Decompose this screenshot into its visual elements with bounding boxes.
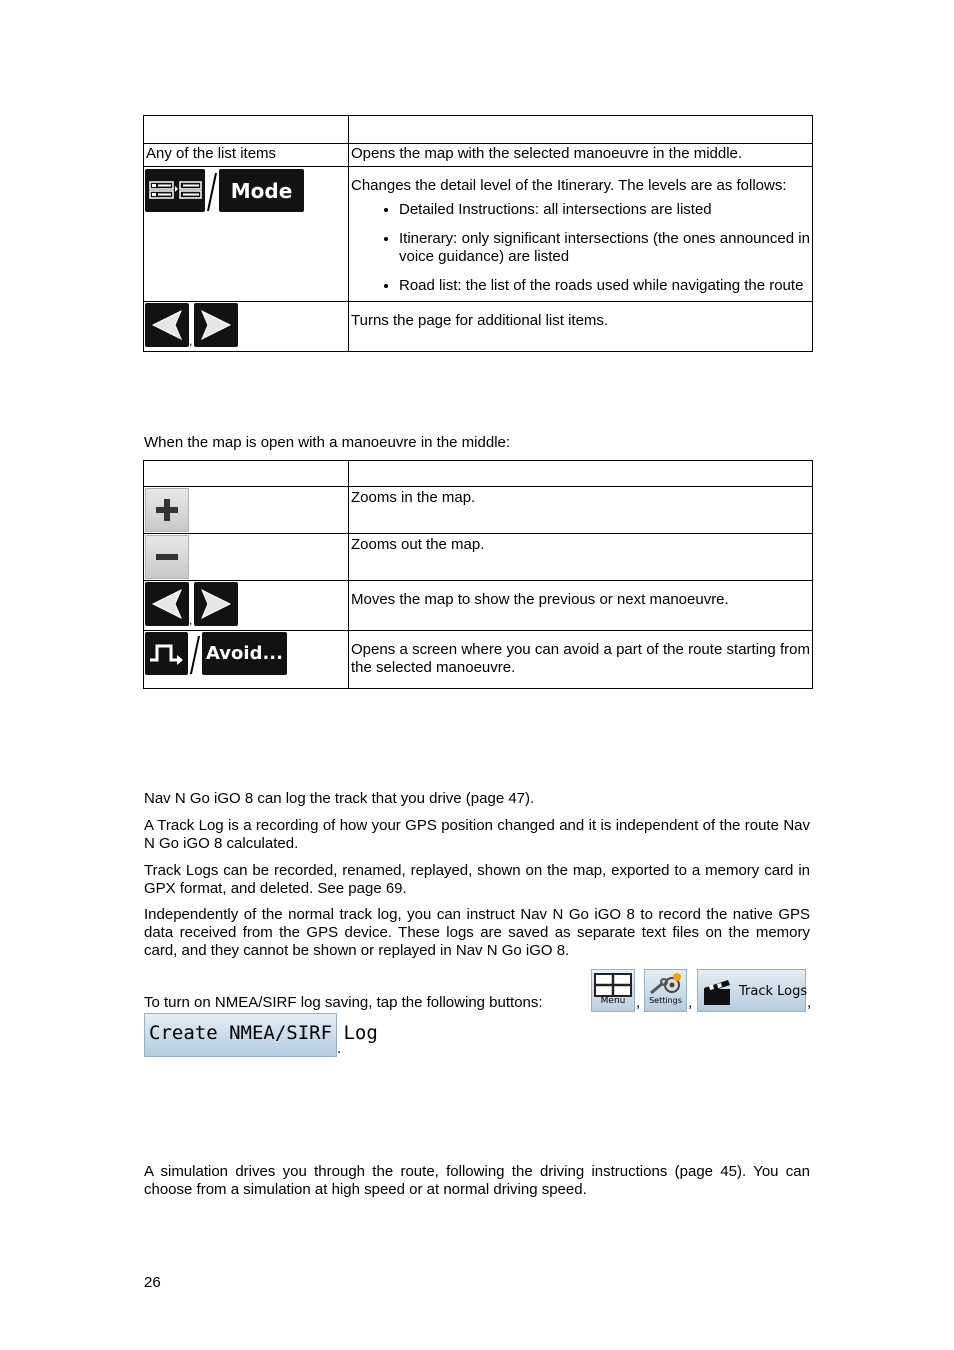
- description-cell: Zooms in the map.: [349, 487, 813, 534]
- previous-page-button[interactable]: [145, 303, 189, 347]
- nmea-instruction-text: To turn on NMEA/SIRF log saving, tap the following buttons:: [144, 994, 543, 1011]
- table-header-row: [144, 461, 813, 487]
- description-cell: Opens a screen where you can avoid a part of the route starting from the selected manoeuvre.: [349, 631, 813, 689]
- settings-button[interactable]: [644, 969, 687, 1012]
- table-row: [144, 581, 813, 631]
- paragraph-track-log-actions: Track Logs can be recorded, renamed, replayed, shown on the map, exported to a memory card in GPX format, and deleted. See page 69.: [144, 862, 810, 897]
- action-cell: [144, 167, 349, 302]
- list-item: • Itinerary: only significant intersections (the ones announced in voice guidance) are listed: [399, 230, 810, 266]
- paragraph-track-log-intro: Nav N Go iGO 8 can log the track that you drive (page 47).: [144, 790, 535, 807]
- description-cell: Zooms out the map.: [349, 534, 813, 581]
- separator-comma: ,: [636, 994, 641, 1011]
- table-row: [144, 144, 813, 167]
- description-cell: Moves the map to show the previous or next manoeuvre.: [349, 581, 813, 631]
- paragraph-track-log-definition: A Track Log is a recording of how your GPS position changed and it is independent of the route Nav N Go iGO 8 calculated.: [144, 817, 810, 852]
- avoid-button[interactable]: [202, 632, 287, 675]
- nmea-instruction-line: [144, 968, 810, 1012]
- detour-icon: [145, 632, 188, 675]
- detail-level-list: [351, 201, 810, 295]
- slash-divider: [207, 173, 217, 211]
- menu-button-label: Menu: [600, 996, 626, 1006]
- plus-icon: [146, 489, 188, 531]
- table-row: [144, 167, 813, 302]
- menu-button[interactable]: [591, 969, 635, 1012]
- list-item: • Detailed Instructions: all intersections are listed: [399, 201, 810, 219]
- mode-description: Changes the detail level of the Itinerary. The levels are as follows:: [351, 177, 787, 194]
- track-logs-button[interactable]: [697, 969, 806, 1012]
- header-cell-description: [349, 461, 813, 487]
- track-logs-button-label: Track Logs: [739, 984, 808, 999]
- zoom-out-button[interactable]: [145, 535, 189, 579]
- separator-comma: ,: [189, 334, 193, 348]
- description-cell: Opens the map with the selected manoeuvre in the middle.: [349, 144, 813, 167]
- paragraph-simulation: A simulation drives you through the route, following the driving instructions (page 45). You can choose from a simulation at high speed or at normal driving speed.: [144, 1163, 810, 1198]
- paragraph-nmea-description: Independently of the normal track log, you can instruct Nav N Go iGO 8 to record the native GPS data received from the GPS device. These logs are saved as separate text files on the memory card, and they cannot be shown or replayed in Nav N Go iGO 8.: [144, 906, 810, 959]
- separator-comma: ,: [189, 613, 193, 627]
- list-item: • Road list: the list of the roads used while navigating the route: [399, 277, 810, 295]
- create-nmea-sirf-log-button[interactable]: [144, 1013, 378, 1057]
- header-cell-action: [144, 461, 349, 487]
- map-intro-text: When the map is open with a manoeuvre in the middle:: [144, 434, 511, 451]
- description-cell: Turns the page for additional list items.: [349, 302, 813, 352]
- mode-button-label: Mode: [230, 178, 293, 203]
- action-cell: Any of the list items: [144, 144, 349, 167]
- action-cell: [144, 302, 349, 352]
- list-mode-icon-button[interactable]: [145, 169, 205, 212]
- controls-table-list: [143, 115, 813, 352]
- table-header-row: [144, 116, 813, 144]
- mode-button[interactable]: [219, 169, 304, 212]
- avoid-button-label: Avoid...: [206, 642, 283, 664]
- action-cell: [144, 581, 349, 631]
- header-cell-description: [349, 116, 813, 144]
- previous-manoeuvre-button[interactable]: [145, 582, 189, 626]
- next-manoeuvre-button[interactable]: [194, 582, 238, 626]
- slash-divider: [190, 636, 200, 674]
- settings-button-label: Settings: [649, 996, 682, 1005]
- clapperboard-icon: [701, 978, 735, 1008]
- table-row: [144, 302, 813, 352]
- action-cell: [144, 631, 349, 689]
- action-cell: [144, 534, 349, 581]
- table-row: [144, 487, 813, 534]
- controls-table-map: [143, 460, 813, 689]
- zoom-in-button[interactable]: [145, 488, 189, 532]
- action-cell: [144, 487, 349, 534]
- page-number: 26: [144, 1274, 161, 1291]
- arrow-left-icon: [145, 582, 189, 626]
- arrow-right-icon: [194, 303, 238, 347]
- arrow-right-icon: [194, 582, 238, 626]
- separator-comma: ,: [688, 994, 693, 1011]
- table-row: [144, 631, 813, 689]
- table-row: [144, 534, 813, 581]
- create-log-button-label: Create NMEA/SIRF Log: [149, 1022, 378, 1044]
- next-page-button[interactable]: [194, 303, 238, 347]
- list-view-icon: [145, 169, 205, 212]
- separator-comma: ,: [807, 994, 812, 1011]
- description-cell: [349, 167, 813, 302]
- arrow-left-icon: [145, 303, 189, 347]
- minus-icon: [146, 536, 188, 578]
- avoid-icon-button[interactable]: [145, 632, 188, 675]
- header-cell-action: [144, 116, 349, 144]
- sentence-end-period: .: [337, 1040, 342, 1057]
